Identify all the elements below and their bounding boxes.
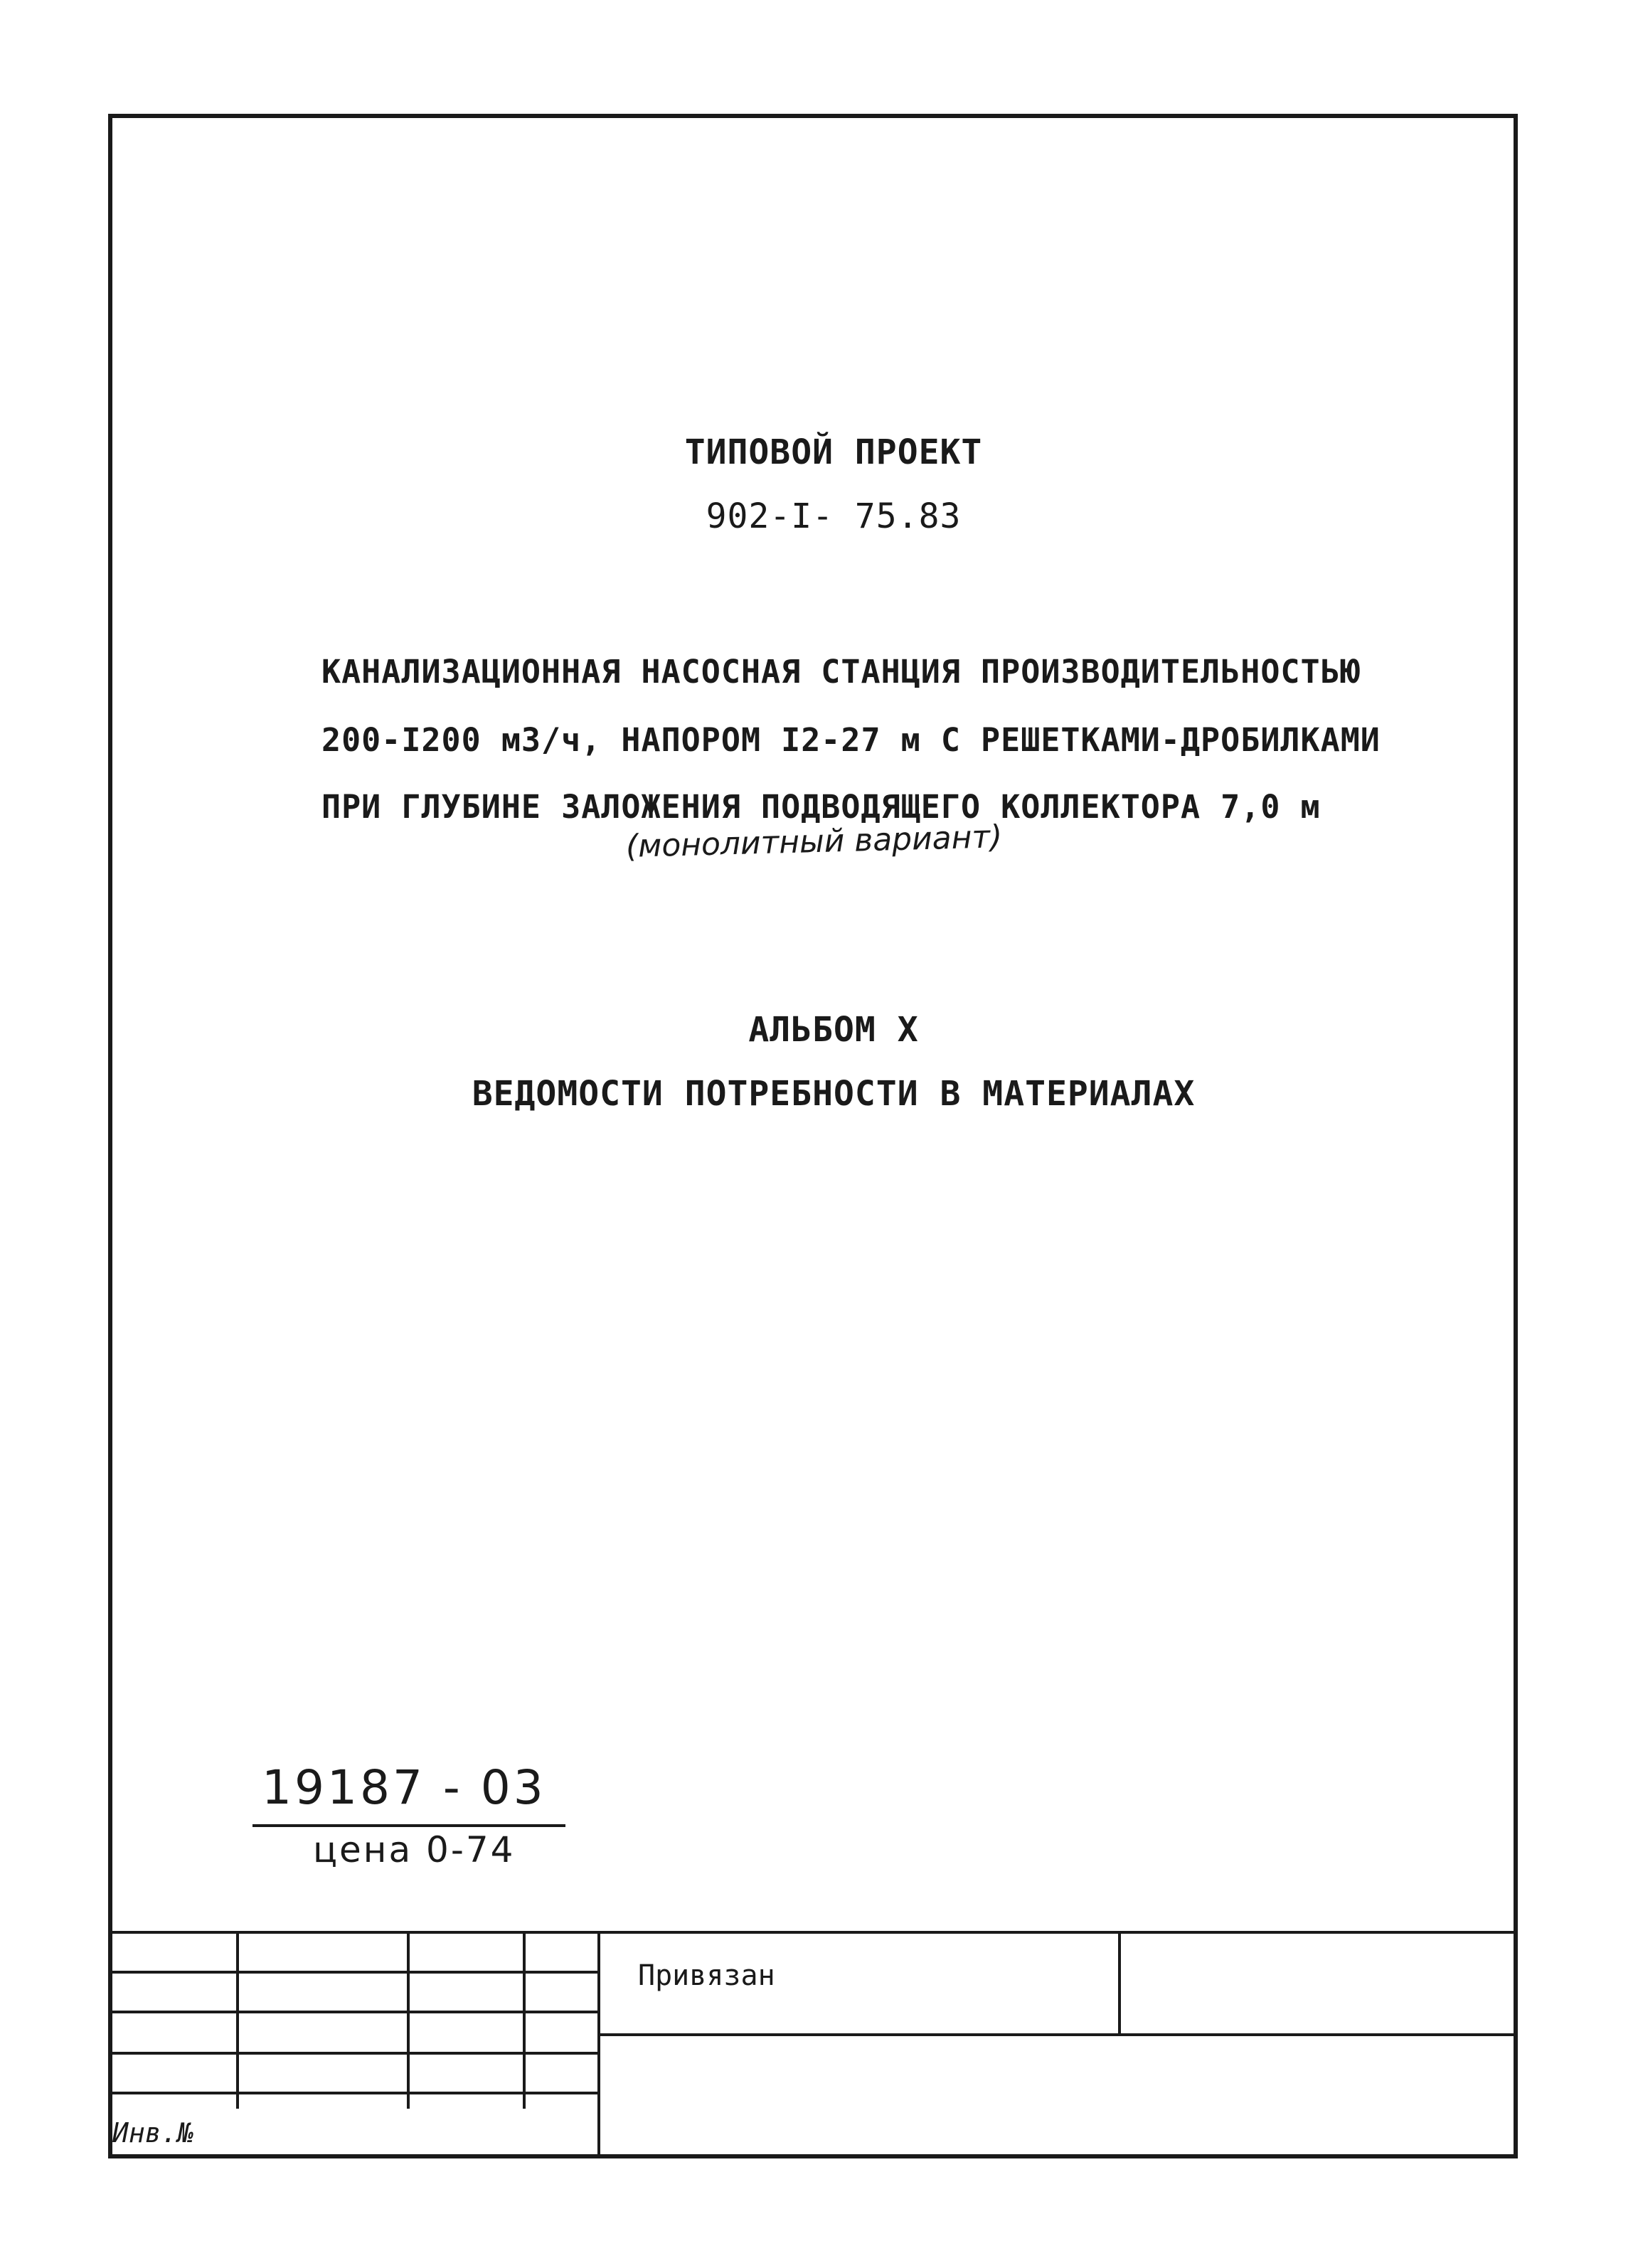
project-type-heading: ТИПОВОЙ ПРОЕКТ bbox=[684, 432, 983, 472]
inventory-underline bbox=[252, 1824, 565, 1827]
stamp-divider bbox=[597, 1931, 600, 2158]
title-block-stamp bbox=[108, 1931, 1518, 2158]
description-line-3: ПРИ ГЛУБИНЕ ЗАЛОЖЕНИЯ ПОДВОДЯЩЕГО КОЛЛЕКТОРА 7,0 м bbox=[321, 788, 1321, 826]
stamp-grid-line bbox=[108, 2011, 600, 2013]
privyazan-label: Привязан bbox=[638, 1959, 775, 1992]
stamp-right-column bbox=[1118, 1931, 1121, 2033]
handwritten-variant-note: (монолитный вариант) bbox=[625, 819, 1003, 865]
album-label: АЛЬБОМ X bbox=[748, 1010, 919, 1050]
project-number: 902-I- 75.83 bbox=[706, 496, 962, 536]
album-title: ВЕДОМОСТИ ПОТРЕБНОСТИ В МАТЕРИАЛАХ bbox=[472, 1074, 1196, 1114]
stamp-top-line bbox=[108, 1931, 1518, 1934]
stamp-grid-line bbox=[108, 2092, 600, 2094]
stamp-grid-column bbox=[407, 1931, 410, 2109]
inventory-label: Инв.№ bbox=[112, 2117, 194, 2149]
inventory-number: 19187 - 03 bbox=[262, 1760, 546, 1815]
stamp-grid-column bbox=[523, 1931, 526, 2109]
stamp-grid-line bbox=[108, 2052, 600, 2055]
price-label: цена 0-74 bbox=[313, 1829, 516, 1870]
description-line-2: 200-I200 м3/ч, НАПОРОМ I2-27 м С РЕШЕТКАМИ-ДРОБИЛКАМИ bbox=[321, 721, 1381, 759]
stamp-grid-line bbox=[108, 1971, 600, 1974]
stamp-grid-column bbox=[236, 1931, 239, 2109]
stamp-right-divider bbox=[597, 2033, 1518, 2036]
description-line-1: КАНАЛИЗАЦИОННАЯ НАСОСНАЯ СТАНЦИЯ ПРОИЗВОДИТЕЛЬНОСТЬЮ bbox=[321, 653, 1361, 691]
